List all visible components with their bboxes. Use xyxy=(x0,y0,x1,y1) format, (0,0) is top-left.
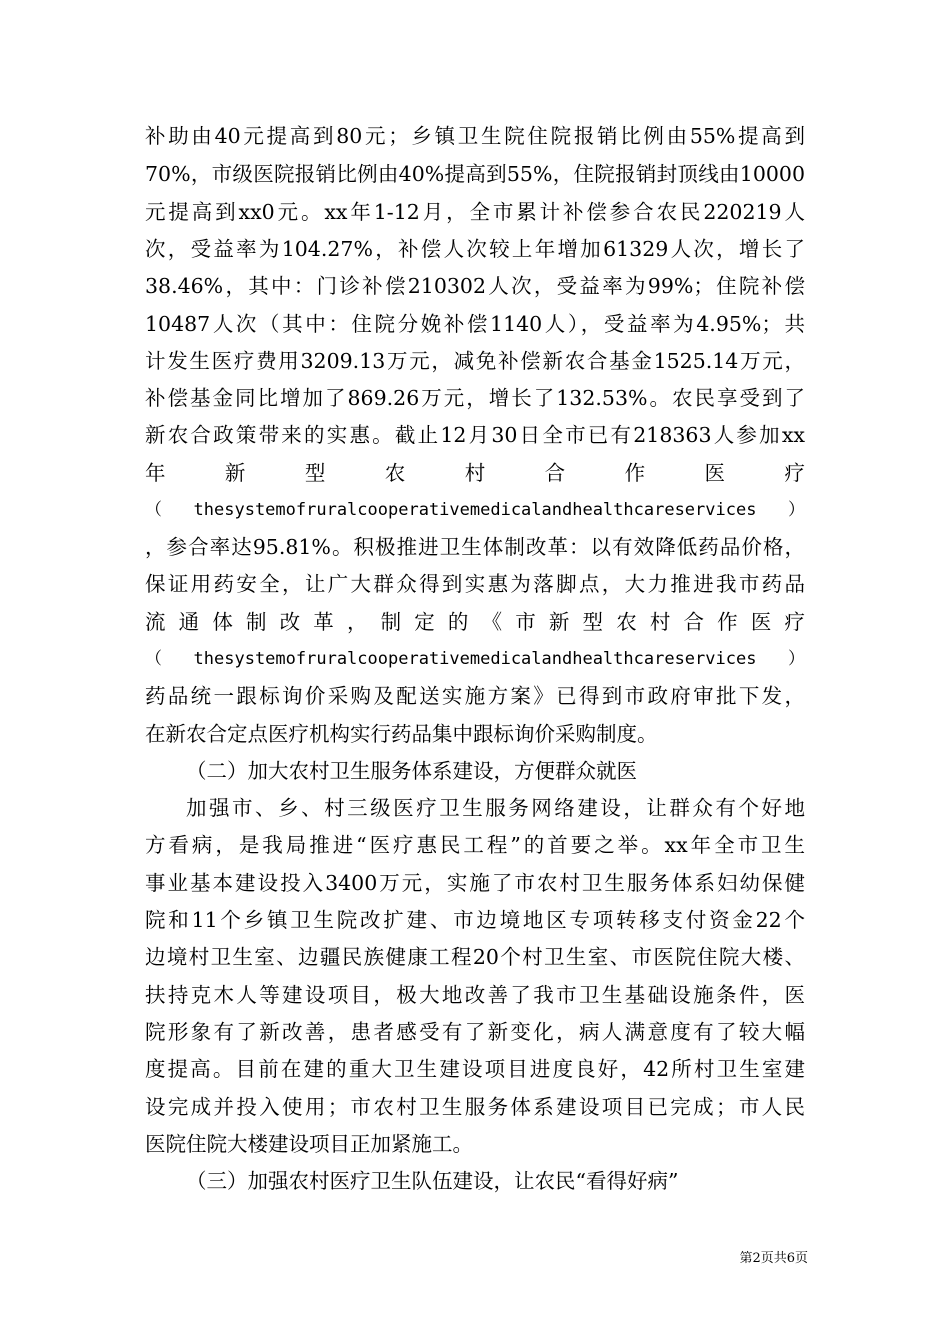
section-heading: （三）加强农村医疗卫生队伍建设，让农民“看得好病” xyxy=(186,1169,679,1193)
text-line: 年 新 型 农 村 合 作 医 疗 xyxy=(145,461,805,485)
text-line: 70%，市级医院报销比例由40%提高到55%，住院报销封顶线由10000 xyxy=(145,162,805,186)
text-line: 补偿基金同比增加了869.26万元，增长了132.53%。农民享受到了 xyxy=(145,386,805,410)
text-line: 度提高。目前在建的重大卫生建设项目进度良好，42所村卫生室建 xyxy=(145,1057,805,1081)
text-line: 院形象有了新改善，患者感受有了新变化，病人满意度有了较大幅 xyxy=(145,1020,805,1044)
text-line: 新农合政策带来的实惠。截止12月30日全市已有218363人参加xx xyxy=(145,423,805,447)
text-line: 次，受益率为104.27%，补偿人次较上年增加61329人次，增长了 xyxy=(145,237,805,261)
text-line: 加强市、乡、村三级医疗卫生服务网络建设，让群众有个好地 xyxy=(186,796,805,820)
text-line: 元提高到xx0元。xx年1-12月，全市累计补偿参合农民220219人 xyxy=(145,200,805,224)
text-line: 在新农合定点医疗机构实行药品集中跟标询价采购制度。 xyxy=(145,722,658,746)
text-line: 38.46%，其中：门诊补偿210302人次，受益率为99%；住院补偿 xyxy=(145,274,805,298)
text-line: 事业基本建设投入3400万元，实施了市农村卫生服务体系妇幼保健 xyxy=(145,871,805,895)
text-line: 补助由40元提高到80元；乡镇卫生院住院报销比例由55%提高到 xyxy=(145,124,805,148)
text-line: ，参合率达95.81%。积极推进卫生体制改革：以有效降低药品价格， xyxy=(145,535,805,559)
text-line: 药品统一跟标询价采购及配送实施方案》已得到市政府审批下发， xyxy=(145,684,805,708)
text-line: 10487人次（其中：住院分娩补偿1140人），受益率为4.95%；共 xyxy=(145,312,805,336)
text-line: 设完成并投入使用；市农村卫生服务体系建设项目已完成；市人民 xyxy=(145,1095,805,1119)
text-line: 计发生医疗费用3209.13万元，减免补偿新农合基金1525.14万元， xyxy=(145,349,805,373)
text-line: （thesystemofruralcooperativemedicalandhealthcareservices） xyxy=(145,500,805,520)
text-line: 扶持克木人等建设项目，极大地改善了我市卫生基础设施条件，医 xyxy=(145,983,805,1007)
text-line: 方看病，是我局推进“医疗惠民工程”的首要之举。xx年全市卫生 xyxy=(145,833,805,857)
page-number: 第2页共6页 xyxy=(739,1251,808,1266)
text-line: 边境村卫生室、边疆民族健康工程20个村卫生室、市医院住院大楼、 xyxy=(145,945,805,969)
text-line: （thesystemofruralcooperativemedicalandhealthcareservices） xyxy=(145,649,805,669)
text-line: 流通体制改革，制定的《市新型农村合作医疗 xyxy=(145,610,805,634)
text-line: 医院住院大楼建设项目正加紧施工。 xyxy=(145,1132,473,1156)
text-line: 院和11个乡镇卫生院改扩建、市边境地区专项转移支付资金22个 xyxy=(145,908,805,932)
section-heading: （二）加大农村卫生服务体系建设，方便群众就医 xyxy=(186,759,637,783)
text-line: 保证用药安全，让广大群众得到实惠为落脚点，大力推进我市药品 xyxy=(145,572,805,596)
